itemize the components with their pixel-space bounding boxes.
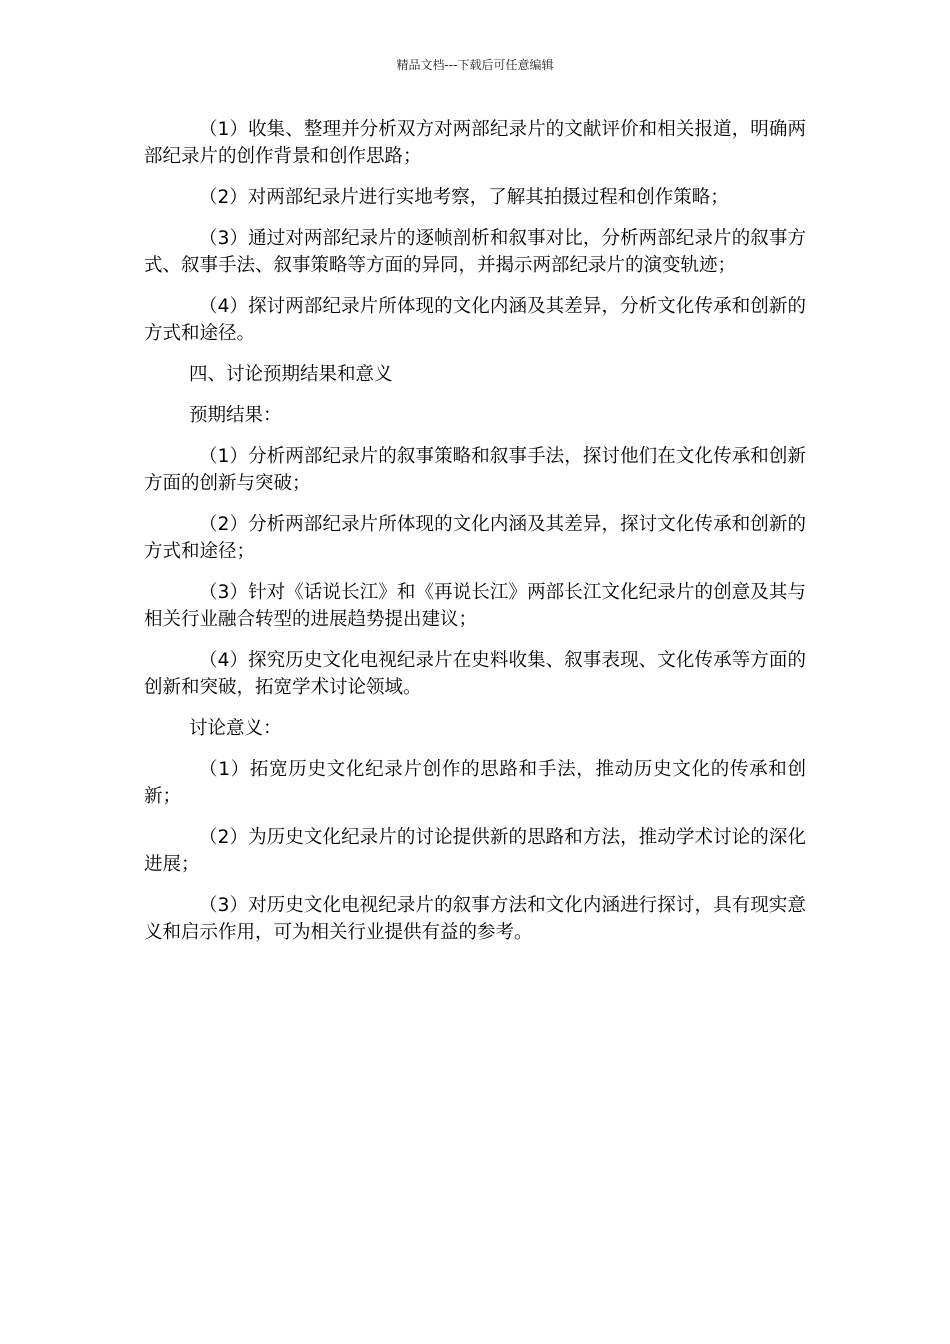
subheading-significance: 讨论意义： <box>189 718 282 739</box>
paragraph-method-3: （3）通过对两部纪录片的逐帧剖析和叙事对比，分析两部纪录片的叙事方式、叙事手法、叙事策略等方面的异同，并揭示两部纪录片的演变轨迹； <box>144 228 806 276</box>
paragraph-significance-2: （2）为历史文化纪录片的讨论提供新的思路和方法，推动学术讨论的深化进展； <box>144 827 806 875</box>
page-header: 精品文档---下载后可任意编辑 <box>396 58 554 72</box>
subheading-expected-results: 预期结果： <box>189 405 282 426</box>
paragraph-method-4: （4）探讨两部纪录片所体现的文化内涵及其差异，分析文化传承和创新的方式和途径。 <box>144 296 806 344</box>
section-heading-4: 四、讨论预期结果和意义 <box>189 364 393 385</box>
paragraph-result-4: （4）探究历史文化电视纪录片在史料收集、叙事表现、文化传承等方面的创新和突破，拓宽学术讨论领域。 <box>144 650 806 698</box>
paragraph-result-1: （1）分析两部纪录片的叙事策略和叙事手法，探讨他们在文化传承和创新方面的创新与突破； <box>144 446 806 494</box>
paragraph-significance-3: （3）对历史文化电视纪录片的叙事方法和文化内涵进行探讨，具有现实意义和启示作用，可为相关行业提供有益的参考。 <box>144 895 806 943</box>
paragraph-method-1: （1）收集、整理并分析双方对两部纪录片的文献评价和相关报道，明确两部纪录片的创作背景和创作思路； <box>144 119 806 167</box>
document-body <box>144 116 806 960</box>
paragraph-result-3: （3）针对《话说长江》和《再说长江》两部长江文化纪录片的创意及其与相关行业融合转型的进展趋势提出建议； <box>144 582 806 630</box>
paragraph-result-2: （2）分析两部纪录片所体现的文化内涵及其差异，探讨文化传承和创新的方式和途径； <box>144 514 806 562</box>
paragraph-method-2: （2）对两部纪录片进行实地考察，了解其拍摄过程和创作策略； <box>199 187 729 208</box>
paragraph-significance-1: （1）拓宽历史文化纪录片创作的思路和手法，推动历史文化的传承和创新； <box>144 759 806 807</box>
